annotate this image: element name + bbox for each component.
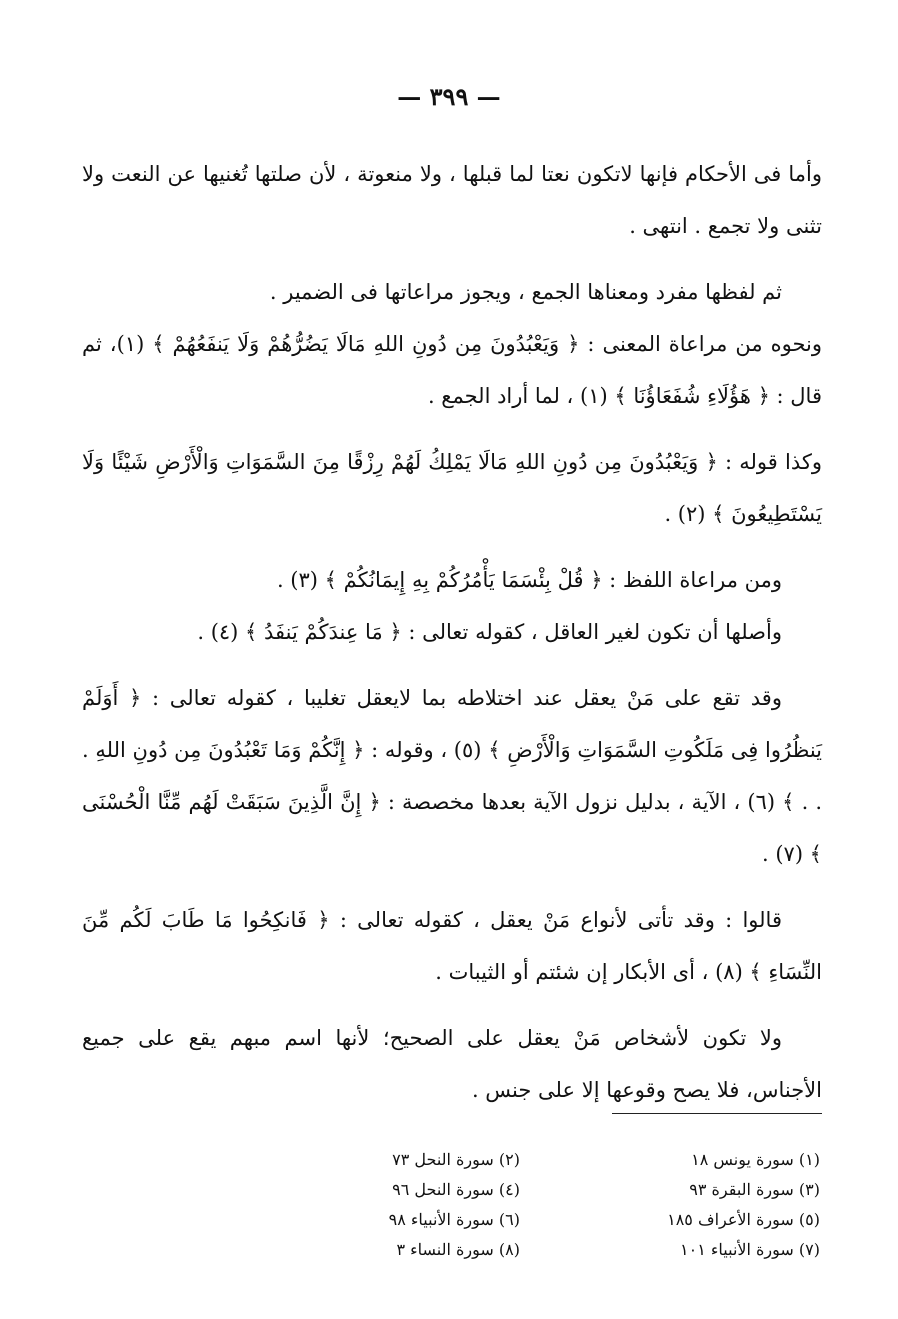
- paragraph-qalu: قالوا : وقد تأتى لأنواع مَنْ يعقل ، كقوله تعالى : ﴿ فَانكِحُوا مَا طَابَ لَكُم مِّنَ النِّسَاءِ ﴾ (٨) ، أى الأبكار إن شئتم أو الثيبات .: [82, 908, 822, 984]
- main-text: [82, 148, 822, 1130]
- paragraph-ahkam: وأما فى الأحكام فإنها لاتكون نعتا لما قبلها ، ولا منعوتة ، لأن صلتها تُغنيها عن النعت ولا تثنى ولا تجمع . انتهى .: [82, 162, 822, 238]
- footnote-item: (٨) سورة النساء ٣: [396, 1240, 520, 1259]
- footnote-item: (٥) سورة الأعراف ١٨٥: [667, 1210, 820, 1229]
- paragraph-la-takun: ولا تكون لأشخاص مَنْ يعقل على الصحيح؛ لأنها اسم مبهم يقع على جميع الأجناس، فلا يصح وقوعها إلا على جنس .: [82, 1026, 822, 1102]
- paragraph-kadha-qawluh: وكذا قوله : ﴿ وَيَعْبُدُونَ مِن دُونِ اللهِ مَالَا يَمْلِكُ لَهُمْ رِزْقًا مِنَ السَّمَوَاتِ وَالْأَرْضِ شَيْئًا وَلَا يَسْتَطِيعُونَ ﴾ (٢) .: [82, 450, 822, 526]
- paragraph-lafz-mufrad: ثم لفظها مفرد ومعناها الجمع ، ويجوز مراعاتها فى الضمير .: [269, 280, 782, 304]
- footnote-divider: [612, 1113, 822, 1114]
- paragraph-asluha: وأصلها أن تكون لغير العاقل ، كقوله تعالى : ﴿ مَا عِندَكُمْ يَنفَدُ ﴾ (٤) .: [197, 620, 782, 644]
- footnote-item: (٤) سورة النحل ٩٦: [392, 1180, 520, 1199]
- paragraph-muraat-almana: ونحوه من مراعاة المعنى : ﴿ وَيَعْبُدُونَ مِن دُونِ اللهِ مَالَا يَضُرُّهُمْ وَلَا يَنفَعُهُمْ ﴾ (١)، ثم قال : ﴿ هَؤُلَاءِ شُفَعَاؤُنَا ﴾ (١) ، لما أراد الجمع .: [82, 332, 822, 408]
- footnote-item: (٢) سورة النحل ٧٣: [392, 1150, 520, 1169]
- footnote-item: (٧) سورة الأنبياء ١٠١: [680, 1240, 820, 1259]
- footnote-item: (٣) سورة البقرة ٩٣: [689, 1180, 820, 1199]
- footnote-item: (٦) سورة الأنبياء ٩٨: [388, 1210, 520, 1229]
- paragraph-taqa-ala-man: وقد تقع على مَنْ يعقل عند اختلاطه بما لايعقل تغليبا ، كقوله تعالى : ﴿ أَوَلَمْ يَنظُرُوا فِى مَلَكُوتِ السَّمَوَاتِ وَالْأَرْضِ ﴾ (٥) ، وقوله : ﴿ إِنَّكُمْ وَمَا تَعْبُدُونَ مِن دُونِ اللهِ . . . ﴾ (٦) ، الآية ، بدليل نزول الآية بعدها مخصصة : ﴿ إِنَّ الَّذِينَ سَبَقَتْ لَهُم مِّنَّا الْحُسْنَى ﴾ (٧) .: [82, 686, 823, 866]
- page-number: — ٣٩٩ —: [397, 82, 501, 111]
- footnotes: [220, 1145, 820, 1265]
- paragraph-muraat-allafz: ومن مراعاة اللفظ : ﴿ قُلْ بِئْسَمَا يَأْمُرُكُمْ بِهِ إِيمَانُكُمْ ﴾ (٣) .: [276, 568, 782, 592]
- footnote-item: (١) سورة يونس ١٨: [691, 1150, 820, 1169]
